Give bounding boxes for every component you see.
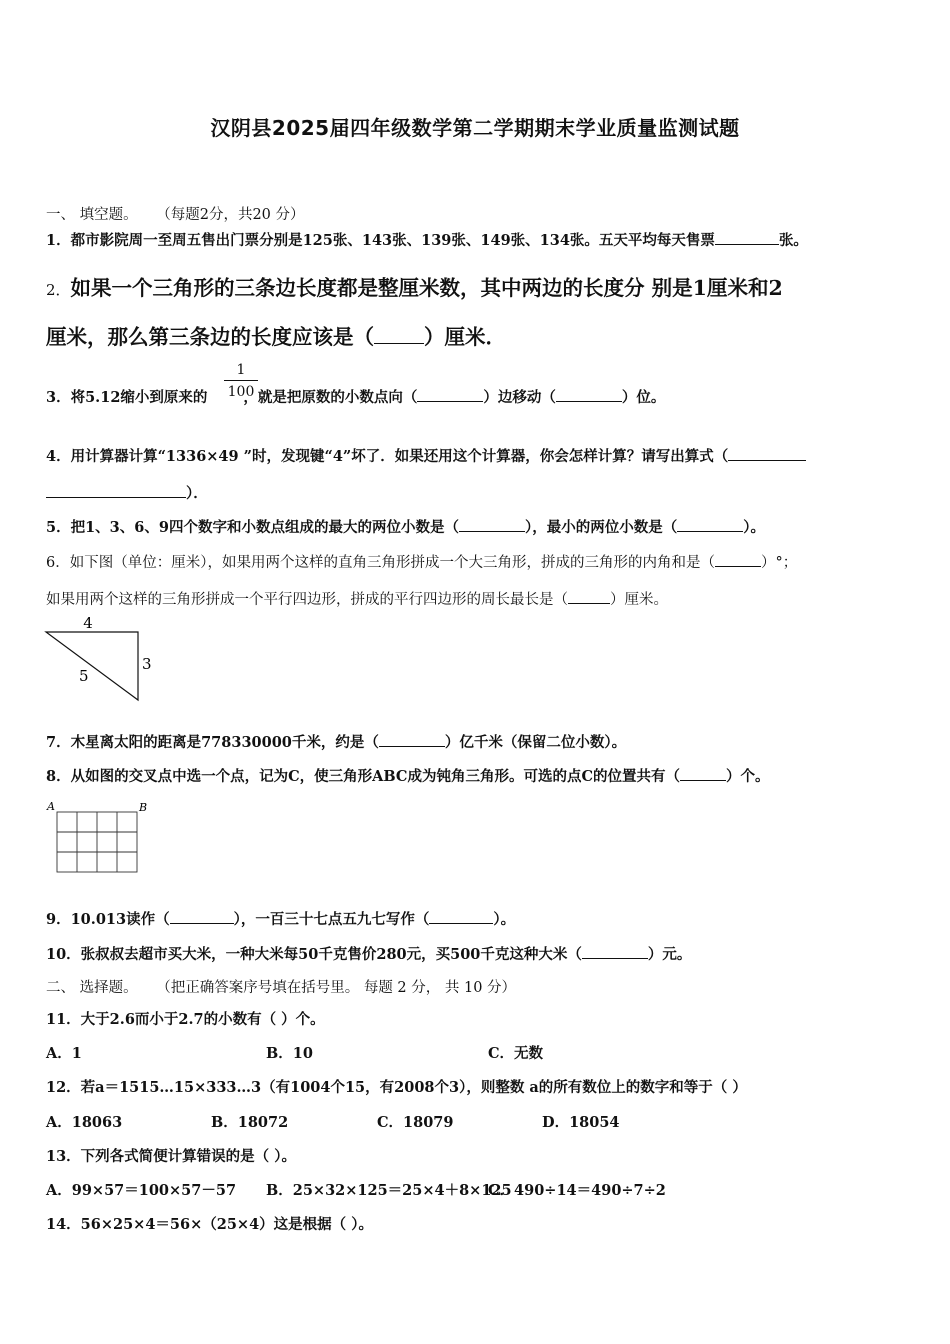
question-13-option-a[interactable]: A．99×57＝100×57－57 xyxy=(46,1182,237,1199)
point-label-a: A xyxy=(47,800,55,813)
fraction-numerator: 1 xyxy=(224,360,258,381)
question-14: 14．56×25×4＝56×（25×4）这是根据（ ）。 xyxy=(46,1216,373,1233)
question-4-line-2 xyxy=(46,482,208,503)
question-2-text-1: 如果一个三角形的三条边长度都是整厘米数，其中两边的长度分 别是1厘米和2 xyxy=(70,276,783,300)
side-label-hypotenuse: 5 xyxy=(79,667,89,685)
question-1-text: 1．都市影院周一至周五售出门票分别是125张、143张、139张、149张、134张。五天平均每天售票 xyxy=(46,232,715,249)
section-2-label: 二、 选择题。 xyxy=(46,980,138,996)
question-6-line-2 xyxy=(46,588,668,609)
question-6-text-1a: 6．如下图（单位：厘米），如果用两个这样的直角三角形拼成一个大三角形，拼成的三角形的内角和是（ xyxy=(46,555,715,571)
question-10 xyxy=(46,943,691,964)
answer-blank xyxy=(417,387,483,403)
question-4-line-1 xyxy=(46,445,806,466)
question-3-text-d: ）位。 xyxy=(621,389,666,406)
question-12-option-a[interactable]: A．18063 xyxy=(46,1114,123,1131)
section-2-heading xyxy=(46,976,516,997)
question-3-text-c: ）边移动（ xyxy=(483,389,556,406)
question-2-number: 2． xyxy=(46,281,71,299)
side-label-top: 4 xyxy=(83,614,93,632)
question-13: 13．下列各式简便计算错误的是（ ）。 xyxy=(46,1148,296,1165)
answer-blank xyxy=(582,944,648,960)
question-12: 12．若a＝1515…15×333…3（有1004个15，有2008个3），则整数 a的所有数位上的数字和等于（ ） xyxy=(46,1079,747,1096)
question-8-text-b: ）个。 xyxy=(725,768,770,785)
question-9-text-c: ）。 xyxy=(493,911,516,928)
question-10-text-a: 10．张叔叔去超市买大米，一种大米每50千克售价280元，买500千克这种大米（ xyxy=(46,946,582,963)
question-9-text-b: ），一百三十七点五九七写作（ xyxy=(233,911,430,928)
answer-blank xyxy=(715,552,761,568)
answer-blank xyxy=(568,589,610,605)
question-3 xyxy=(46,386,665,407)
fraction-denominator: 100 xyxy=(227,384,255,400)
question-1 xyxy=(46,229,808,250)
question-7 xyxy=(46,731,626,752)
question-5-text-c: ）。 xyxy=(743,519,765,536)
section-1-heading xyxy=(46,203,305,224)
question-7-text-b: ）亿千米（保留二位小数）。 xyxy=(444,734,627,751)
question-12-option-c[interactable]: C．18079 xyxy=(377,1114,454,1131)
question-12-option-d[interactable]: D．18054 xyxy=(542,1114,620,1131)
answer-blank xyxy=(374,323,424,345)
question-3-text-b: ，就是把原数的小数点向（ xyxy=(243,389,418,406)
point-label-b: B xyxy=(139,801,148,814)
grid-lines xyxy=(57,812,137,872)
question-4-text-2: ）． xyxy=(186,485,208,502)
fraction-one-hundredth xyxy=(224,360,258,403)
question-7-text-a: 7．木星离太阳的距离是778330000千米，约是（ xyxy=(46,734,379,751)
question-11-option-c[interactable]: C．无数 xyxy=(488,1045,544,1062)
answer-blank xyxy=(46,483,186,499)
question-2-line-2 xyxy=(46,320,506,350)
question-6-line-1 xyxy=(46,551,797,572)
question-4-text-1: 4．用计算器计算“1336×49 ”时，发现键“4”坏了．如果还用这个计算器，你会怎样计算？请写出算式（ xyxy=(46,448,729,465)
answer-blank xyxy=(429,909,493,925)
answer-blank xyxy=(728,446,806,462)
question-6-text-2b: ）厘米。 xyxy=(610,592,668,608)
question-6-text-2a: 如果用两个这样的三角形拼成一个平行四边形，拼成的平行四边形的周长最长是（ xyxy=(46,592,568,608)
right-triangle-figure xyxy=(40,612,170,707)
question-9-text-a: 9．10.013读作（ xyxy=(46,911,170,928)
question-13-option-c[interactable]: C．490÷14＝490÷7÷2 xyxy=(488,1182,666,1199)
grid-figure xyxy=(44,797,154,877)
question-11-option-a[interactable]: A．1 xyxy=(46,1045,82,1062)
question-11-option-b[interactable]: B．10 xyxy=(266,1045,313,1062)
section-1-label: 一、 填空题。 xyxy=(46,207,138,223)
question-3-text-a: 3．将5.12缩小到原来的 xyxy=(46,389,208,406)
answer-blank xyxy=(459,517,525,533)
question-10-text-b: ）元。 xyxy=(647,946,692,963)
answer-blank xyxy=(680,766,726,782)
question-2-text-2b: ）厘米． xyxy=(424,325,506,349)
question-12-option-b[interactable]: B．18072 xyxy=(211,1114,289,1131)
answer-blank xyxy=(170,909,234,925)
question-2-text-2a: 厘米，那么第三条边的长度应该是（ xyxy=(46,325,374,349)
question-1-after: 张。 xyxy=(778,232,808,249)
question-5-text-a: 5．把1、3、6、9四个数字和小数点组成的最大的两位小数是（ xyxy=(46,519,459,536)
page-title: 汉阴县2025届四年级数学第二学期期末学业质量监测试题 xyxy=(210,116,740,140)
question-6-text-1b: ）°； xyxy=(760,555,798,571)
question-11: 11．大于2.6而小于2.7的小数有（ ）个。 xyxy=(46,1011,325,1028)
answer-blank xyxy=(715,230,779,246)
question-8-text-a: 8．从如图的交叉点中选一个点，记为C，使三角形ABC成为钝角三角形。可选的点C的位置共有（ xyxy=(46,768,680,785)
question-5-text-b: ），最小的两位小数是（ xyxy=(524,519,678,536)
question-8 xyxy=(46,765,769,786)
question-5 xyxy=(46,516,765,537)
question-13-option-b[interactable]: B．25×32×125＝25×4＋8×125 xyxy=(266,1182,512,1199)
question-9 xyxy=(46,908,515,929)
question-2-line-1 xyxy=(46,271,783,301)
answer-blank xyxy=(556,387,622,403)
triangle-shape xyxy=(46,632,138,700)
answer-blank xyxy=(379,732,445,748)
section-2-note: （把正确答案序号填在括号里。 每题 2 分， 共 10 分） xyxy=(156,980,517,996)
section-1-note: （每题2分，共20 分） xyxy=(156,207,305,223)
side-label-right: 3 xyxy=(142,655,152,673)
answer-blank xyxy=(677,517,743,533)
